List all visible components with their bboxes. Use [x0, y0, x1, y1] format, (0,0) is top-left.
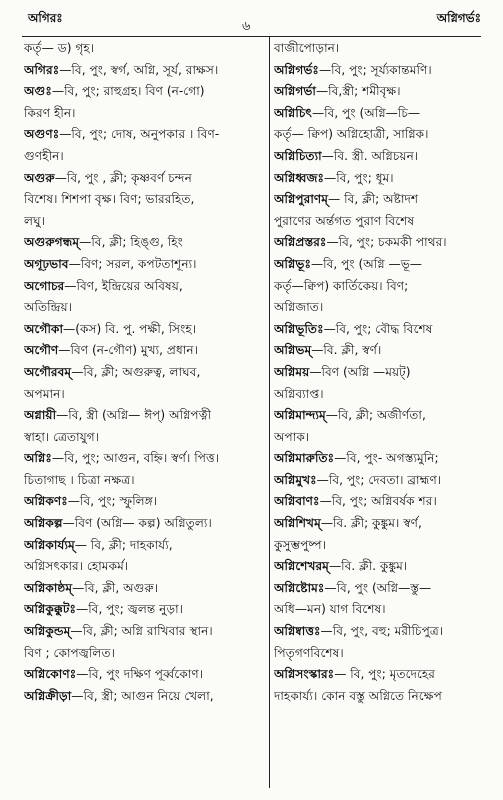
headword: অগ্নিশিখম্ [274, 516, 321, 531]
headword: অগিরঃ [24, 62, 60, 77]
definition-text: —বি, পুং (অগ্নি —ভূ— [310, 256, 422, 271]
definition-text: বিণ ; কোপজ্বলিত। [24, 645, 115, 660]
headword: অগৌণ [24, 343, 59, 358]
dictionary-entry [274, 664, 482, 686]
definition-text: বিশেষ। শিশপা বৃক্ষ। বিণ; ভাররহিত, [24, 192, 195, 207]
dictionary-entry [274, 340, 482, 362]
definition-text: পুরাণের অর্ন্তগত পুরাণ বিশেষ [274, 213, 415, 228]
definition-text: —বি, পুং; স্ফুলিঙ্গ। [67, 494, 158, 509]
headword: অগ্নিগর্ভঃ [274, 62, 319, 77]
headword: অগ্নিপ্রস্তরঃ [274, 235, 327, 250]
headword: অগ্নিকুন্ডম্ [24, 624, 71, 639]
definition-text: অপমান। [24, 386, 65, 401]
entry-continuation [274, 643, 482, 665]
definition-text: স্বাহা। ত্রেতাযুগ। [24, 429, 100, 444]
definition-text: —বি, পুং; বৌদ্ধ বিশেষ [323, 321, 433, 336]
entry-continuation [274, 38, 482, 60]
definition-text: কর্তৃ— ক্বিপ) অগ্নিহোত্রী, সাগ্নিক। [274, 127, 429, 142]
definition-text: —বিণ (ন-গৌণ) মুখ্য, প্রধান। [58, 343, 198, 358]
definition-text: চিতাগাছ । চিত্রা নক্ষত্র। [24, 472, 135, 487]
dictionary-entry [274, 448, 482, 470]
headword: অগ্নিক্রীড়া [24, 688, 72, 703]
dictionary-entry [274, 254, 482, 276]
headword: অগ্নিবাণঃ [274, 494, 320, 509]
headword: অগ্নিমুখঃ [274, 472, 317, 487]
right-guide-word: অগ্নিগর্ভঃ [436, 11, 481, 25]
headword: অগ্নিধ্বজঃ [274, 170, 324, 185]
dictionary-entry [274, 81, 482, 103]
entry-continuation [24, 211, 266, 233]
header-rule [22, 36, 481, 37]
headword: অগ্নিগর্ভা [274, 84, 316, 99]
definition-text: দাহকার্য্য। কোন বস্তু অগ্নিতে নিক্ষেপ [274, 688, 442, 703]
dictionary-entry [24, 686, 266, 708]
definition-text: গুণহীন। [24, 148, 64, 163]
dictionary-entry [274, 146, 482, 168]
definition-text: —বি, পুং , ক্লী; কৃষ্ণবর্ণ চন্দন [54, 170, 192, 185]
dictionary-entry [24, 319, 266, 341]
definition-text: — বি, পুং; মৃতদেহের [334, 667, 435, 682]
dictionary-entry [274, 513, 482, 535]
definition-text: —বি, পুং (অগ্নি—চি— [311, 105, 421, 120]
definition-text: —বি, ক্লী; অগুরুত্ব, লাঘব, [71, 364, 201, 379]
definition-text: —বি, পুং; ধূম। [324, 170, 394, 185]
dictionary-entry [274, 578, 482, 600]
definition-text: অগ্নিব্যাপ্ত। [274, 386, 324, 401]
definition-text: —বিণ (অগ্নি —ময়ট্) [309, 364, 411, 379]
headword: অগুরুগন্ধম্ [24, 235, 80, 250]
headword: অগ্নিকার্য্যম্ [24, 537, 75, 552]
definition-text: পিতৃগণবিশেষ। [274, 645, 344, 660]
page-header [0, 0, 503, 34]
definition-text: —(কস) বি. পু. পক্ষী, সিংহ। [63, 321, 197, 336]
definition-text: —বি, স্ত্রী (অগ্নি— ঈপ্) অগ্নিপত্নী [56, 408, 212, 423]
dictionary-entry [24, 664, 266, 686]
dictionary-entry [274, 319, 482, 341]
definition-text: লঘু। [24, 213, 45, 228]
headword: অগ্নিশেখরম্ [274, 559, 329, 574]
dictionary-entry [274, 232, 482, 254]
dictionary-entry [24, 60, 266, 82]
dictionary-entry [24, 168, 266, 190]
entry-continuation [24, 103, 266, 125]
dictionary-entry [24, 276, 266, 298]
page-number: ৬ [242, 19, 251, 34]
dictionary-entry [274, 189, 482, 211]
definition-text: —বি, ক্লী; অজীর্ণতা, [325, 408, 426, 423]
entry-continuation [274, 535, 482, 557]
dictionary-entry [274, 556, 482, 578]
definition-text: অগ্নিসৎকার। হোমকর্ম। [24, 559, 129, 574]
definition-text: অপাক। [274, 429, 310, 444]
definition-text: —বি, ক্লী; অগ্নি রাখিবার স্থান। [70, 624, 213, 639]
entry-continuation [274, 599, 482, 621]
definition-text: কুসুম্ভপুষ্প। [274, 537, 327, 552]
headword: অগ্নিমারুতিঃ [274, 451, 335, 466]
definition-text: কিরণ হীন। [24, 105, 76, 120]
headword: অগুরু [24, 170, 55, 185]
definition-text: —বিণ, ইন্দ্রিয়ের অবিষয়, [64, 278, 183, 293]
entry-continuation [274, 124, 482, 146]
dictionary-entry [274, 491, 482, 513]
definition-text: — বি, ক্লী; দাহকার্য্য, [74, 537, 173, 552]
definition-text: — বি, ক্লী; অষ্টাদশ [328, 192, 419, 207]
dictionary-entry [24, 621, 266, 643]
entry-continuation [24, 470, 266, 492]
dictionary-entry [274, 621, 482, 643]
entry-continuation [274, 211, 482, 233]
definition-text: —বি. স্ত্রী. অগ্নিচয়ন। [321, 148, 419, 163]
headword: অগ্নিকুক্কুটঃ [24, 602, 76, 617]
definition-text: —বি, পুং, স্বর্গ, অগ্নি, সূর্য, রাক্ষস। [59, 62, 219, 77]
definition-text: —বি. ক্লী, স্বর্ণ। [311, 343, 382, 358]
headword: অগ্নিঃ [24, 451, 52, 466]
headword: অগ্নিকাষ্ঠম্ [24, 580, 73, 595]
definition-text: অগ্নিজাত। [274, 300, 324, 315]
definition-text: —বি, পুং; দেবতা। ব্রাহ্মণ। [316, 472, 442, 487]
definition-text: —বি, পুং; সূর্য্যকান্তমণি। [318, 62, 432, 77]
dictionary-entry [24, 81, 266, 103]
dictionary-entry [274, 362, 482, 384]
dictionary-entry [24, 599, 266, 621]
entry-continuation [274, 297, 482, 319]
definition-text: —বি, পুং (অগ্নি—স্তু— [324, 580, 432, 595]
definition-text: —বি, ক্লী; হিঙ্গু, হিং [79, 235, 183, 250]
definition-text: —বি, পুং; জ্বলন্ত নুড়া। [76, 602, 184, 617]
headword: অগ্নিকল্প [24, 516, 63, 531]
definition-text: —বি, পুং, বহু; মরীচিপুত্র। [320, 624, 444, 639]
definition-text: —বিণ; সরল, কপটতাশূন্য। [68, 256, 197, 271]
dictionary-entry [274, 60, 482, 82]
entry-continuation [24, 384, 266, 406]
headword: অগ্নিমান্দ্যম্ [274, 408, 326, 423]
dictionary-entry [24, 362, 266, 384]
right-column [274, 38, 482, 790]
entry-continuation [24, 146, 266, 168]
dictionary-entry [274, 405, 482, 427]
headword: অগ্নিময় [274, 364, 310, 379]
headword: অগৌকা [24, 321, 63, 336]
headword: অগ্নায়ী [24, 408, 57, 423]
entry-continuation [24, 643, 266, 665]
left-guide-word: অগিরঃ [28, 11, 63, 25]
headword: অগোচর [24, 278, 65, 293]
entry-continuation [24, 556, 266, 578]
dictionary-entry [24, 340, 266, 362]
definition-text: —বিণ (অগ্নি— কল্প) অগ্নিতুল্য। [62, 516, 212, 531]
headword: অগ্নিষ্বাত্তঃ [274, 624, 321, 639]
headword: অগ্নিচিৎ [274, 105, 312, 120]
definition-text: —বি, পুং; চকমকী পাথর। [326, 235, 447, 250]
definition-text: —বি,স্ত্রী; শমীবৃক্ষ। [315, 84, 401, 99]
dictionary-entry [274, 470, 482, 492]
definition-text: অধি—মন) যাগ বিশেষ। [274, 602, 386, 617]
definition-text: —বি, পুং দক্ষিণ পূর্ব্বকোণ। [76, 667, 204, 682]
definition-text: —বি, পুং; রাহুগ্রহ। বিণ (ন-গো) [51, 84, 205, 99]
definition-text: —বি, ক্লী, অগুরু। [72, 580, 159, 595]
headword: অগৌরবম্ [24, 364, 72, 379]
headword: অগ্নিকণঃ [24, 494, 68, 509]
definition-text: —বি. ক্লী; কুঙ্কুম। স্বর্ণ, [320, 516, 422, 531]
definition-text: —বি, পুং- অগস্ত্যমুনি; [334, 451, 439, 466]
dictionary-entry [24, 254, 266, 276]
entry-continuation [24, 427, 266, 449]
definition-text: —বি, পুং; দোষ, অনুপকার । বিণ- [59, 127, 220, 142]
headword: অগ্নিভূতিঃ [274, 321, 324, 336]
headword: অগ্নিপুরাণম্ [274, 192, 329, 207]
dictionary-entry [24, 448, 266, 470]
headword: অগ্নিষ্টোমঃ [274, 580, 325, 595]
headword: অগ্নিকোণঃ [24, 667, 77, 682]
definition-text: —বি, পুং; আগুন, বহ্নি। স্বর্ণ। পিত্ত। [51, 451, 220, 466]
entry-continuation [24, 297, 266, 319]
definition-text: অতিন্দ্রিয়। [24, 300, 73, 315]
definition-text: বাজীপোড়ান। [274, 41, 340, 55]
headword: অগ্নিভম্ [274, 343, 312, 358]
dictionary-entry [24, 513, 266, 535]
headword: অগুঃ [24, 84, 52, 99]
headword: অগ্নিসংস্কারঃ [274, 667, 335, 682]
entry-continuation [274, 384, 482, 406]
dictionary-entry [24, 535, 266, 557]
dictionary-entry [24, 491, 266, 513]
definition-text: —বি. ক্লী. কুঙ্কুম। [328, 559, 408, 574]
dictionary-entry [24, 578, 266, 600]
dictionary-entry [24, 232, 266, 254]
entry-continuation [24, 189, 266, 211]
entry-continuation [274, 686, 482, 708]
entry-continuation [274, 427, 482, 449]
entry-continuation [274, 276, 482, 298]
dictionary-entry [24, 124, 266, 146]
definition-text: —বি, স্ত্রী; আগুন নিয়ে খেলা, [71, 688, 214, 703]
definition-text: —বি, পুং; অগ্নিবর্ষক শর। [319, 494, 437, 509]
definition-text: কর্তৃ— ড) গৃহ। [24, 41, 95, 55]
headword: অগুণঃ [24, 127, 60, 142]
entry-continuation [24, 38, 266, 60]
left-column [24, 38, 266, 790]
headword: অগূঢ়ভাব [24, 256, 69, 271]
definition-text: কর্তৃ—ক্বিপ) কার্তিকেয়। বিণ; [274, 278, 409, 293]
headword: অগ্নিচিত্যা [274, 148, 322, 163]
dictionary-entry [24, 405, 266, 427]
column-divider [269, 36, 270, 788]
dictionary-entry [274, 168, 482, 190]
dictionary-entry [274, 103, 482, 125]
headword: অগ্নিভূঃ [274, 256, 311, 271]
